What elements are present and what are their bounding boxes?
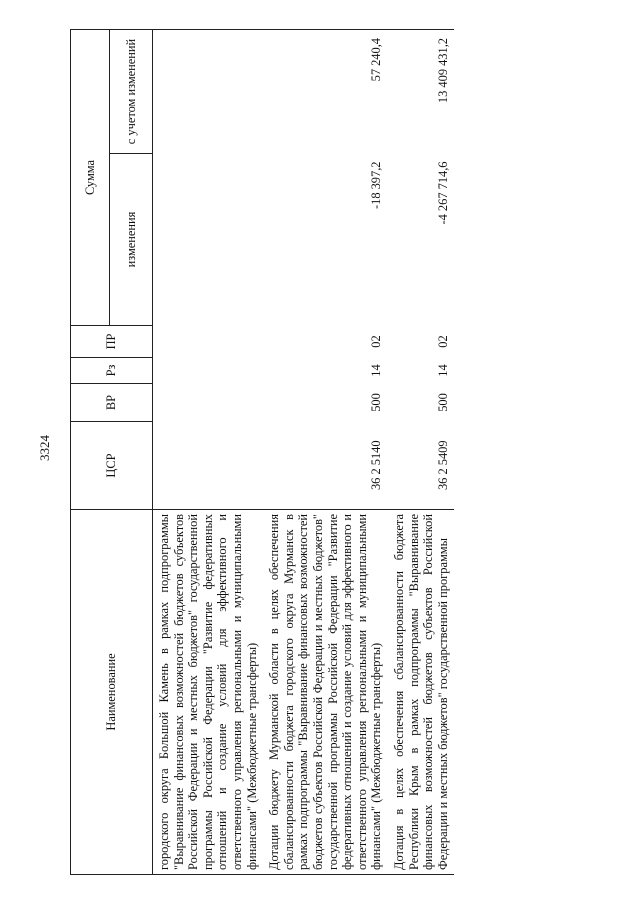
page-number: 3324: [37, 435, 52, 461]
budget-table: [70, 29, 454, 875]
row-csr: 36 2 5140: [369, 440, 384, 491]
row-name: Дотации бюджету Мурманской области в целях обеспечения сбалансированности бюджета городского округа Мурманск в рамках подпрограммы "Выравнивание финансовых возможностей бюджетов субъектов Российской Федерации и местных бюджетов" государственной программы Российской Федерации "Развитие федеративных отношений и создание условий для эффективного и ответственного управления региональными и муниципальными финансами" (Межбюджетные трансферты): [263, 510, 388, 875]
row-pr: 02: [369, 335, 384, 348]
row-name: городского округа Большой Камень в рамках подпрограммы "Выравнивание финансовых возможностей бюджетов субъектов Российской Федерации и местных бюджетов" государственной программы Российской Федерации "Развитие федеративных отношений и создание условий для эффективного и ответственного управления региональными и муниципальными финансами" (Межбюджетные трансферты): [153, 510, 264, 875]
table-row: [153, 30, 264, 875]
header-with-change: с учетом изменений: [110, 30, 153, 154]
header-sum: Сумма: [71, 30, 110, 326]
row-pr: [153, 326, 264, 358]
row-with-change: 57 240,4: [263, 30, 388, 154]
row-rz: 14: [369, 364, 384, 377]
header-name: Наименование: [71, 510, 153, 875]
row-with-change: [153, 30, 264, 154]
rotated-page: [70, 30, 603, 875]
header-rz: Рз: [71, 358, 153, 384]
row-name: Дотация в целях обеспечения сбалансированности бюджета Республики Крым в рамках подпрограммы "Выравнивание финансовых возможностей бюджетов субъектов Российской Федерации и местных бюджетов" государственной программы: [388, 510, 454, 875]
row-csr: [153, 422, 264, 510]
header-pr: ПР: [71, 326, 153, 358]
row-rz: 14: [435, 364, 450, 377]
row-change: -4 267 714,6: [435, 161, 450, 225]
header-vr: ВР: [71, 384, 153, 422]
row-rz: [153, 358, 264, 384]
row-change: [153, 154, 264, 326]
row-vr: 500: [369, 393, 384, 412]
header-csr: ЦСР: [71, 422, 153, 510]
table-header: [71, 30, 153, 875]
table-row: [263, 30, 388, 875]
row-pr: 02: [435, 335, 450, 348]
row-vr: 500: [435, 393, 450, 412]
row-with-change: 13 409 431,2: [388, 30, 454, 154]
header-change: изменения: [110, 154, 153, 326]
row-change: -18 397,2: [369, 161, 384, 209]
table-row: [388, 30, 454, 875]
row-csr: 36 2 5409: [435, 440, 450, 491]
row-vr: [153, 384, 264, 422]
